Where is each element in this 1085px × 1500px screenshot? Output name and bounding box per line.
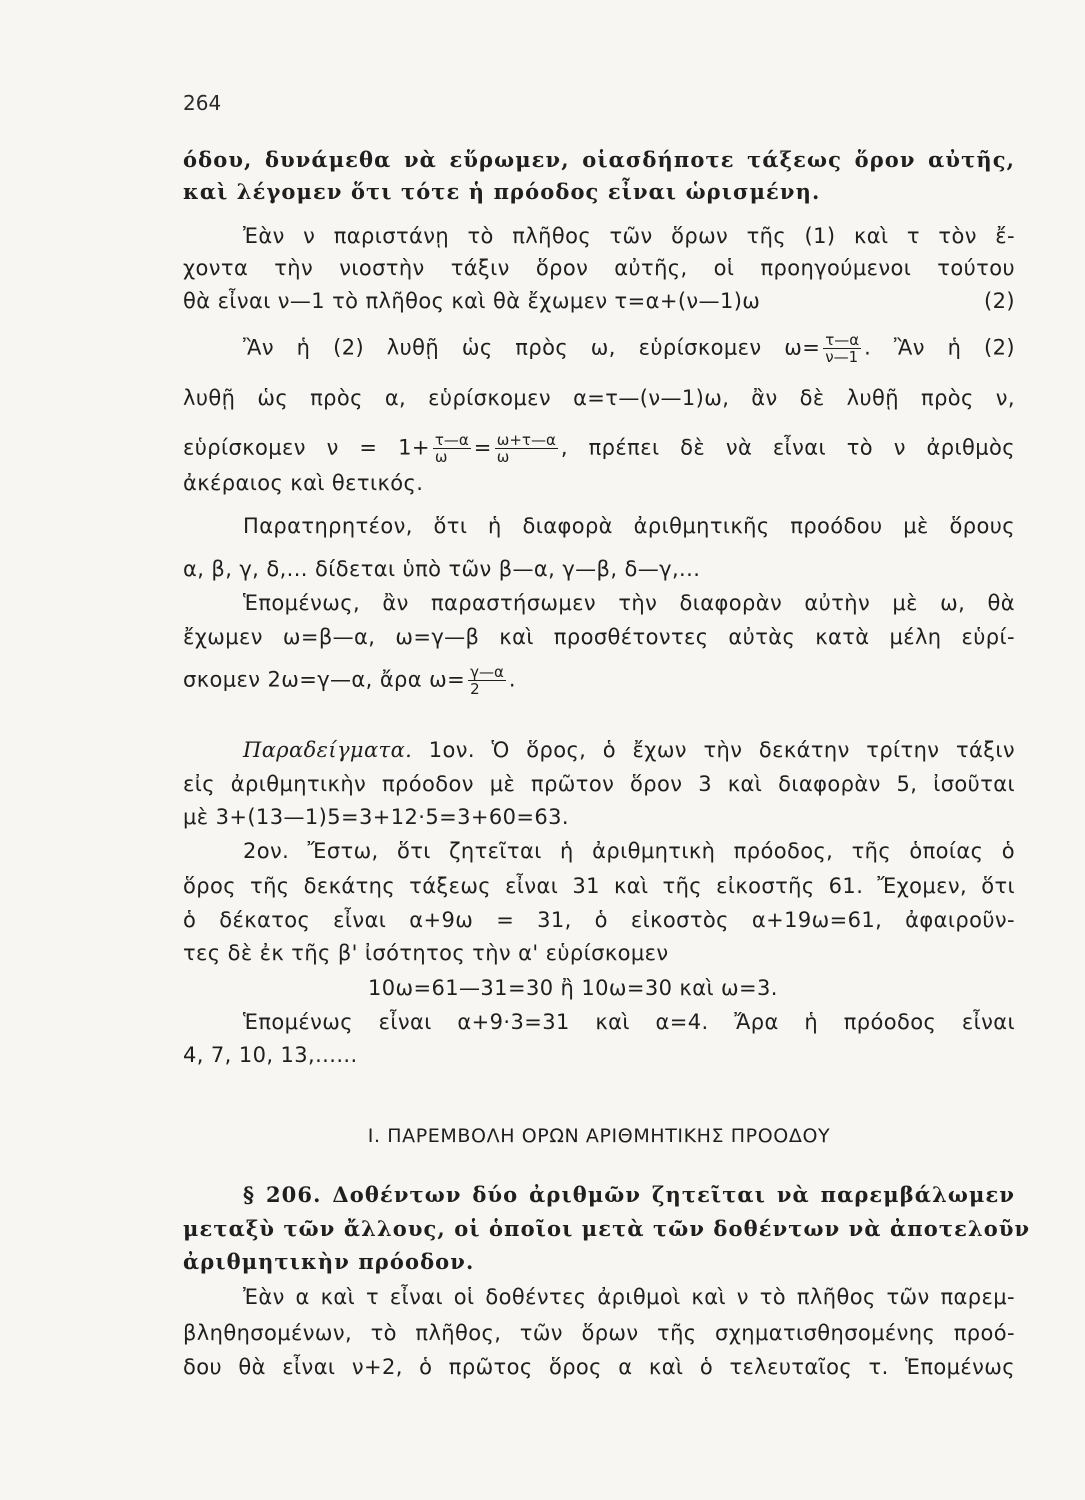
text-line: ἀριθμητικὴν πρόοδον. xyxy=(183,1249,475,1274)
text-line: εἰς ἀριθμητικὴν πρόοδον μὲ πρῶτον ὅρον 3 καὶ διαφορὰν 5, ἰσοῦται xyxy=(183,772,1015,796)
text-line: καὶ λέγομεν ὅτι τότε ἡ πρόοδος εἶναι ὡρισμένη. xyxy=(183,179,821,204)
text-line: ἀκέραιος καὶ θετικός. xyxy=(183,471,424,495)
equals-sign: = xyxy=(473,435,492,460)
text-span: Ἂν ἡ (2) λυθῇ ὡς πρὸς ω, εὑρίσκομεν ω= xyxy=(243,335,821,360)
fraction-numerator: τ—α xyxy=(825,331,860,349)
section-heading: I. ΠΑΡΕΜΒΟΛΗ ΟΡΩΝ ΑΡΙΘΜΗΤΙΚΗΣ ΠΡΟΟΔΟΥ xyxy=(367,1125,831,1147)
text-line: 2ον. Ἔστω, ὅτι ζητεῖται ἡ ἀριθμητικὴ πρόοδος, τῆς ὁποίας ὁ xyxy=(243,839,1015,863)
text-span: εὑρίσκομεν ν = 1+ xyxy=(183,435,430,460)
text-line: μὲ 3+(13—1)5=3+12·5=3+60=63. xyxy=(183,805,569,829)
text-line: 10ω=61—31=30 ἢ 10ω=30 καὶ ω=3. xyxy=(368,976,778,1000)
text-line: Ἑπομένως, ἂν παραστήσωμεν τὴν διαφορὰν αὐτὴν μὲ ω, θὰ xyxy=(243,591,1015,615)
text-line: λυθῇ ὡς πρὸς α, εὑρίσκομεν α=τ—(ν—1)ω, ἂν δὲ λυθῇ πρὸς ν, xyxy=(183,386,1015,410)
fraction-numerator: ω+τ—α xyxy=(496,431,556,449)
text-span: 1ον. Ὁ ὅρος, ὁ ἔχων τὴν δεκάτην τρίτην τάξιν xyxy=(412,738,1015,762)
text-line: § 206. Δοθέντων δύο ἀριθμῶν ζητεῖται νὰ παρεμβάλωμεν xyxy=(243,1182,1015,1207)
fraction xyxy=(468,664,506,697)
text-line: Ἑπομένως εἶναι α+9·3=31 καὶ α=4. Ἄρα ἡ πρόοδος εἶναι xyxy=(243,1010,1015,1034)
italic-label: Παραδείγματα. xyxy=(243,738,413,762)
text-line: Ἐὰν ν παριστάνῃ τὸ πλῆθος τῶν ὅρων τῆς (1) καὶ τ τὸν ἔ- xyxy=(243,224,1015,248)
text-line: όδου, δυνάμεθα νὰ εὕρωμεν, οἱασδήποτε τάξεως ὅρον αὐτῆς, xyxy=(183,147,1015,172)
text-line: βληθησομένων, τὸ πλῆθος, τῶν ὅρων τῆς σχηματισθησομένης προό- xyxy=(183,1321,1015,1345)
text-span: . xyxy=(508,667,516,692)
text-line: 4, 7, 10, 13,...... xyxy=(183,1043,358,1067)
fraction-numerator: γ—α xyxy=(470,663,504,681)
fraction xyxy=(823,332,861,365)
fraction-denominator: ω xyxy=(434,448,448,466)
text-line: α, β, γ, δ,... δίδεται ὑπὸ τῶν β—α, γ—β, δ—γ,... xyxy=(183,557,701,581)
text-line: Ἐὰν α καὶ τ εἶναι οἱ δοθέντες ἀριθμοὶ καὶ ν τὸ πλῆθος τῶν παρεμ- xyxy=(243,1285,1015,1309)
text-line xyxy=(183,664,1015,697)
text-line: μεταξὺ τῶν ἄλλους, οἱ ὁποῖοι μετὰ τῶν δοθέντων νὰ ἀποτελοῦν xyxy=(183,1216,1031,1241)
text-line: ὅρος τῆς δεκάτης τάξεως εἶναι 31 καὶ τῆς εἰκοστῆς 61. Ἔχομεν, ὅτι xyxy=(183,874,1015,898)
fraction-denominator: ω xyxy=(496,448,510,466)
text-span: σκομεν 2ω=γ—α, ἄρα ω= xyxy=(183,667,466,692)
text-line: δου θὰ εἶναι ν+2, ὁ πρῶτος ὅρος α καὶ ὁ τελευταῖος τ. Ἑπομένως xyxy=(183,1355,1015,1379)
text-line: χοντα τὴν νιοστὴν τάξιν ὅρον αὐτῆς, οἱ προηγούμενοι τούτου xyxy=(183,256,1015,280)
text-line xyxy=(243,735,1015,765)
text-line: ὁ δέκατος εἶναι α+9ω = 31, ὁ εἰκοστὸς α+19ω=61, ἀφαιροῦν- xyxy=(183,908,1015,932)
text-line xyxy=(243,332,1015,365)
fraction-numerator: τ—α xyxy=(434,431,469,449)
equation-number: (2) xyxy=(984,289,1015,313)
fraction-denominator: ν—1 xyxy=(825,348,859,366)
text-span: . Ἂν ἡ (2) xyxy=(864,335,1015,360)
fraction-denominator: 2 xyxy=(470,680,480,698)
text-span: θὰ εἶναι ν—1 τὸ πλῆθος καὶ θὰ ἔχωμεν τ=α+(ν—1)ω xyxy=(183,289,761,313)
text-line: τες δὲ ἐκ τῆς β' ἰσότητος τὴν α' εὑρίσκομεν xyxy=(183,941,669,965)
text-line: ἔχωμεν ω=β—α, ω=γ—β καὶ προσθέτοντες αὐτὰς κατὰ μέλη εὑρί- xyxy=(183,625,1015,649)
page-number: 264 xyxy=(183,91,222,115)
text-line: Παρατηρητέον, ὅτι ἡ διαφορὰ ἀριθμητικῆς προόδου μὲ ὅρους xyxy=(243,514,1015,538)
text-line xyxy=(183,432,1015,465)
fraction xyxy=(495,432,558,465)
text-span: , πρέπει δὲ νὰ εἶναι τὸ ν ἀριθμὸς xyxy=(560,435,1015,460)
text-line xyxy=(183,286,1015,316)
fraction xyxy=(433,432,471,465)
